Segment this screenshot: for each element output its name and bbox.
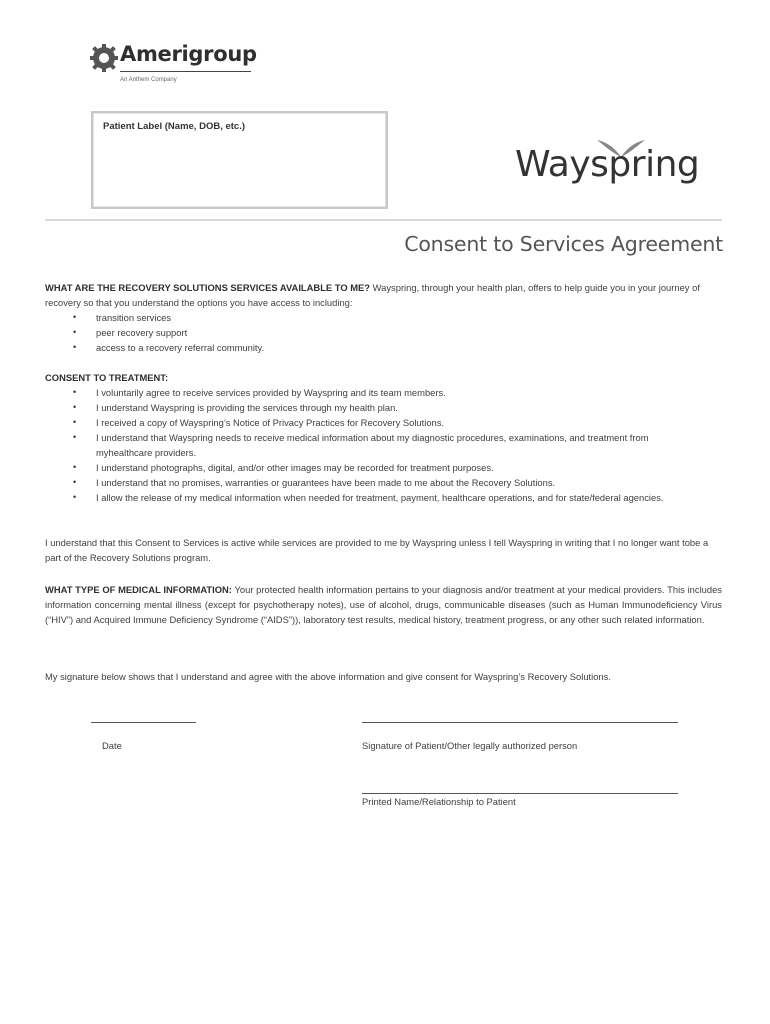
patient-signature-label: Signature of Patient/Other legally authorized person: [362, 740, 578, 751]
list-item: • I understand that no promises, warranties or guarantees have been made to me about the Recovery Solutions.: [45, 475, 682, 490]
list-item: • peer recovery support: [45, 325, 722, 340]
patient-label-box[interactable]: [91, 111, 388, 209]
amerigroup-rule: [120, 71, 251, 72]
list-item: • I understand that Wayspring needs to receive medical information about my diagnostic procedures, examinations, and treatment from myhealthcare providers.: [45, 430, 682, 460]
list-item: • transition services: [45, 310, 722, 325]
date-signature-line[interactable]: [91, 722, 196, 723]
services-section: [45, 280, 722, 355]
consent-heading: CONSENT TO TREATMENT:: [45, 372, 169, 383]
date-label: Date: [102, 740, 122, 751]
list-item: • I understand photographs, digital, and/or other images may be recorded for treatment purposes.: [45, 460, 682, 475]
medical-body: Your protected health information pertains to your diagnosis and/or treatment at your medical providers. This includes information concerning mental illness (except for psychotherapy notes), use of alcohol, drugs, communicable diseases (such as Human Immunodeficiency Virus (“HIV”) and Acquired Immune Deficiency Syndrome (“AIDS”)), laboratory test results, medical history, treatment progress, or any other such related information.: [45, 584, 722, 625]
active-statement: I understand that this Consent to Services is active while services are provided to me by Wayspring unless I tell Wayspring in writing that I no longer want tobe a part of the Recovery Solutions program.: [45, 537, 709, 563]
medical-heading: WHAT TYPE OF MEDICAL INFORMATION:: [45, 584, 232, 595]
patient-signature-line[interactable]: [362, 722, 678, 723]
amerigroup-name: Amerigroup: [120, 42, 257, 66]
amerigroup-tagline: An Anthem Company: [120, 77, 177, 83]
services-heading: WHAT ARE THE RECOVERY SOLUTIONS SERVICES AVAILABLE TO ME?: [45, 282, 371, 293]
consent-section: [45, 370, 722, 505]
list-item: • I received a copy of Wayspring’s Notice of Privacy Practices for Recovery Solutions.: [45, 415, 682, 430]
amerigroup-logo: [90, 42, 260, 92]
services-paragraph: [45, 280, 722, 310]
list-item: • I voluntarily agree to receive services provided by Wayspring and its team members.: [45, 385, 682, 400]
agreement-statement: My signature below shows that I understand and agree with the above information and give consent for Wayspring’s Recovery Solutions.: [45, 671, 611, 682]
list-item: • access to a recovery referral community.: [45, 340, 722, 355]
medical-section: [45, 582, 722, 627]
printed-name-label: Printed Name/Relationship to Patient: [362, 796, 516, 807]
amerigroup-gear-icon: [90, 44, 118, 72]
printed-name-line[interactable]: [362, 793, 678, 794]
wayspring-logo: [515, 136, 700, 196]
patient-label-caption: Patient Label (Name, DOB, etc.): [103, 121, 246, 132]
list-item: • I understand Wayspring is providing the services through my health plan.: [45, 400, 682, 415]
consent-list: [45, 385, 722, 505]
header-divider: [45, 219, 722, 221]
services-intro: Wayspring, through your health plan, offers to help guide you in your journey of recovery so that you understand the options you have access to including:: [45, 282, 700, 308]
page-title: Consent to Services Agreement: [404, 232, 723, 256]
services-list: [45, 310, 722, 355]
list-item: • I allow the release of my medical information when needed for treatment, payment, healthcare operations, and for state/federal agencies.: [45, 490, 682, 505]
wayspring-name: Wayspring: [515, 144, 700, 185]
